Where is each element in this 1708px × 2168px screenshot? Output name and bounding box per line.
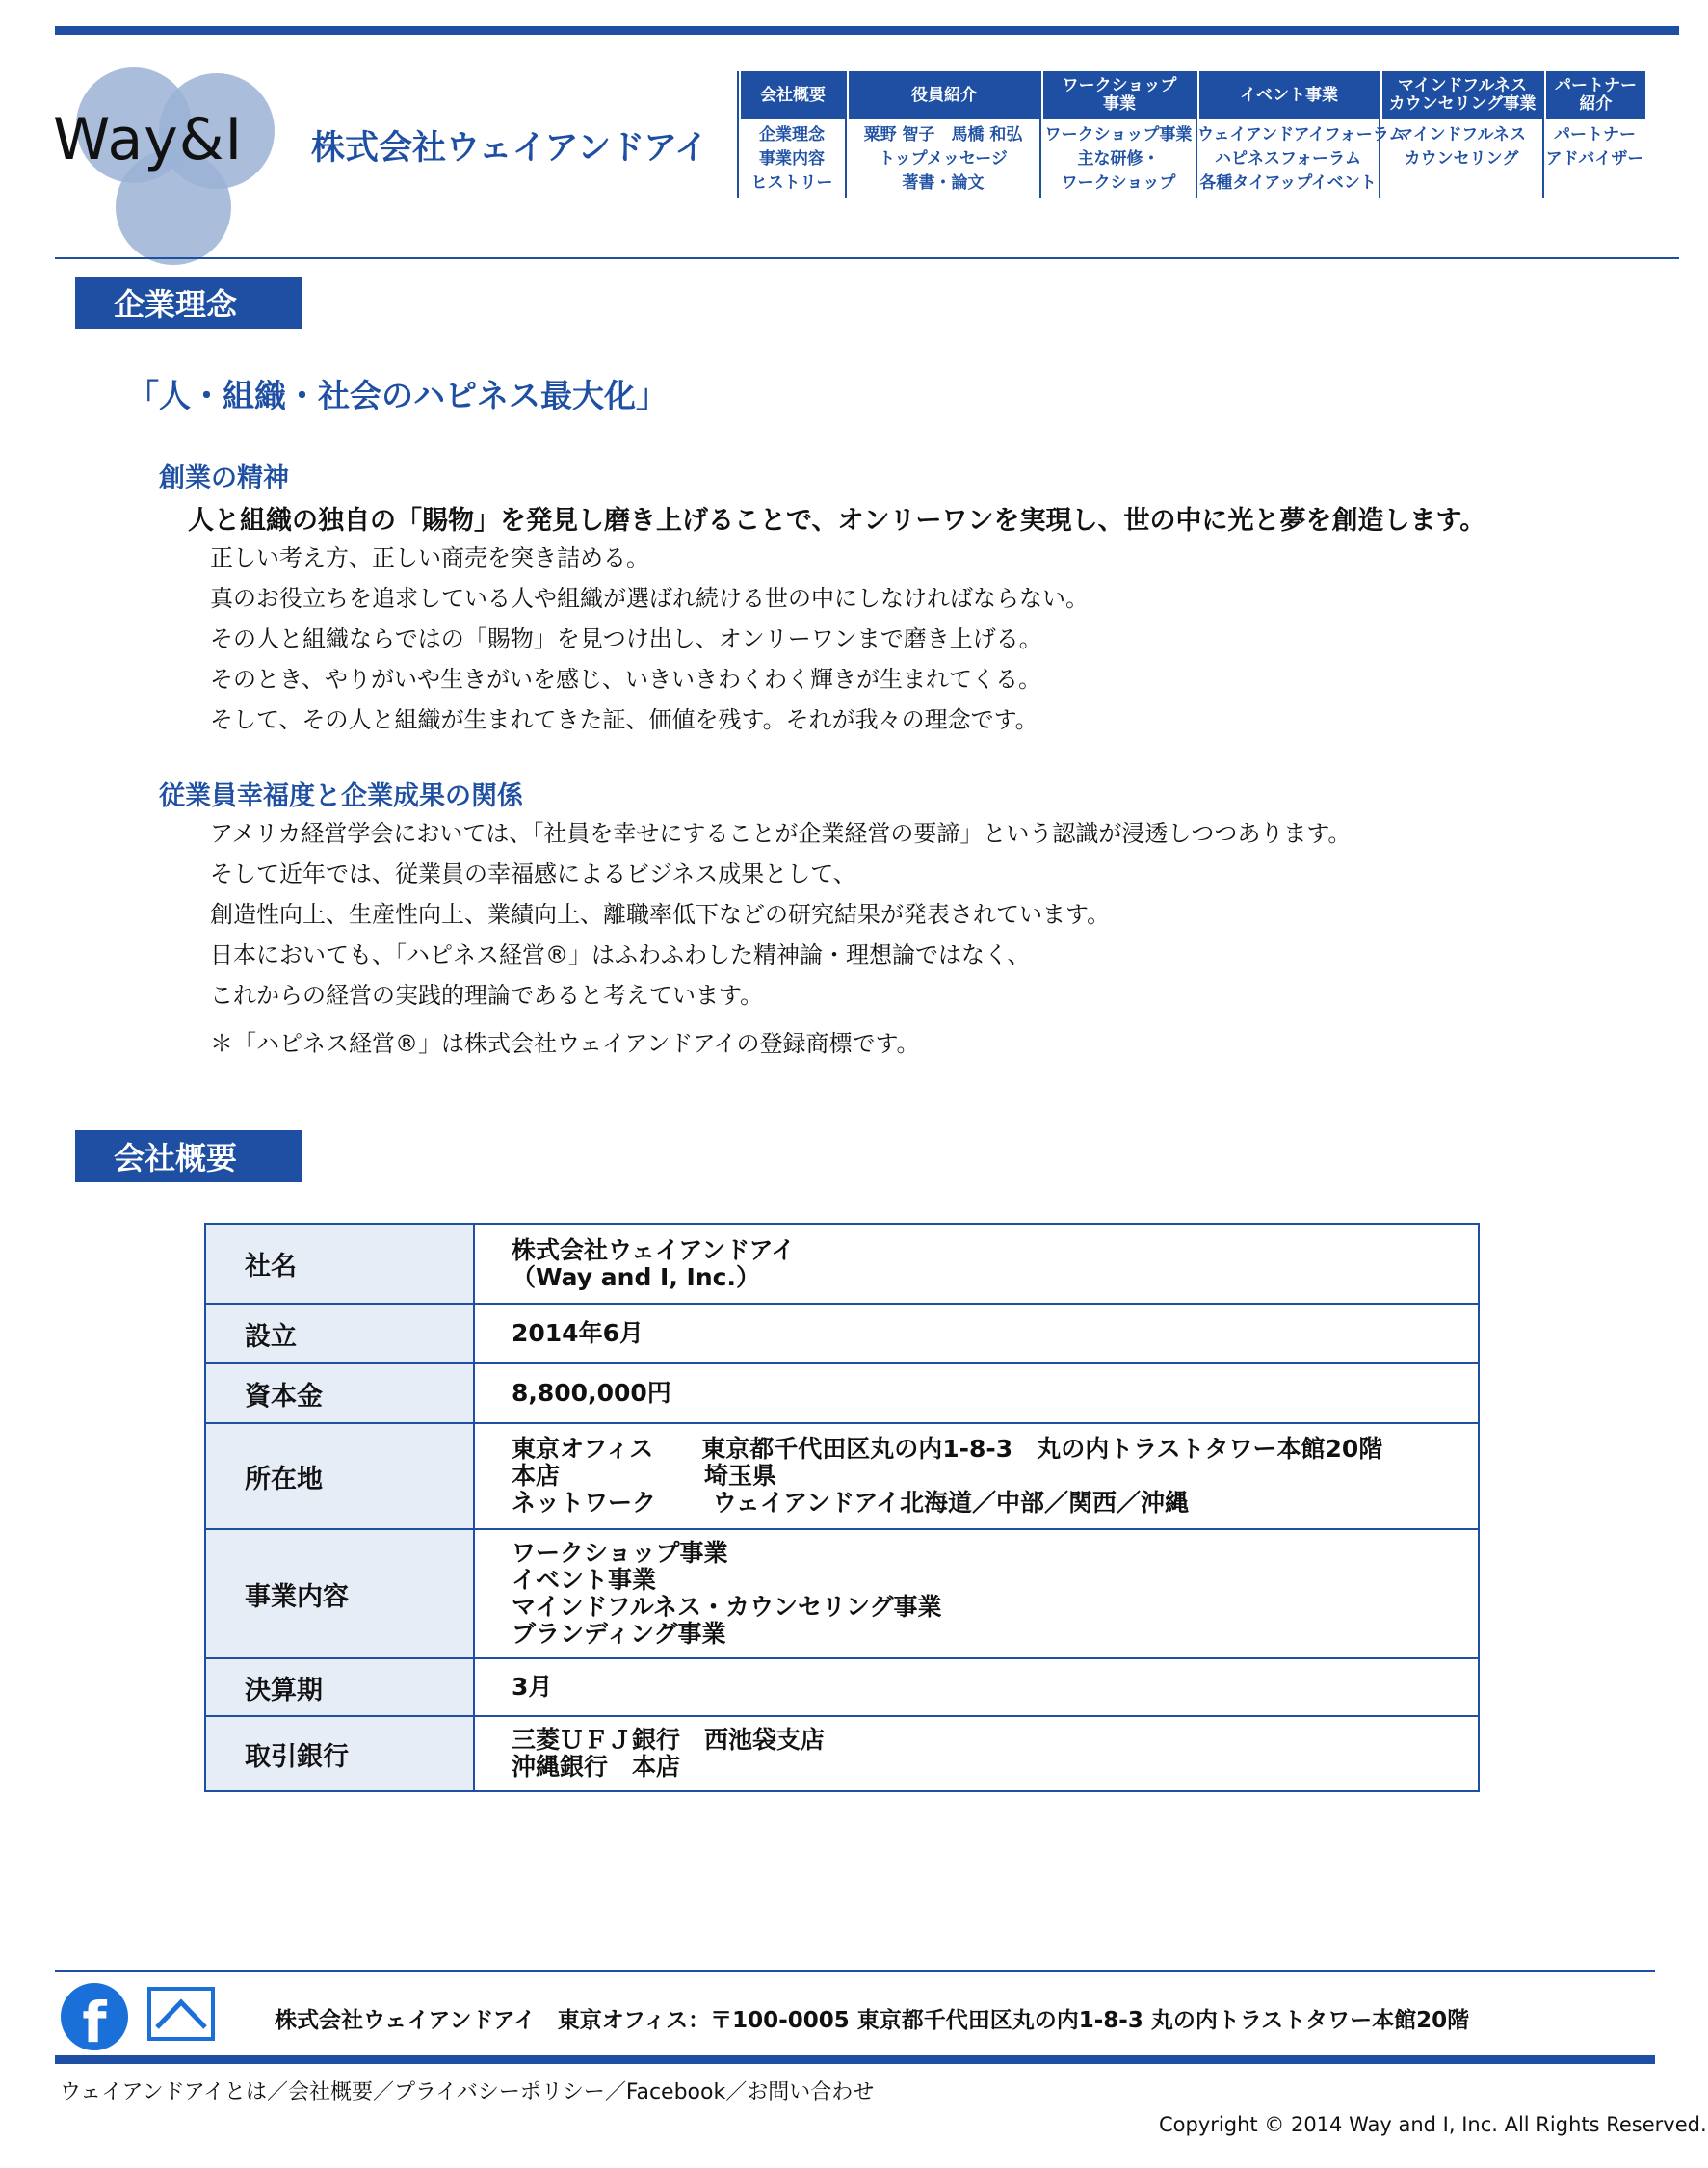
mail-icon[interactable]	[147, 1987, 215, 2041]
nav-link-partners[interactable]: パートナー	[1554, 125, 1636, 145]
relation-line: アメリカ経営学会においては、「社員を幸せにすることが企業経営の要諦」という認識が浸透しつつあります。	[210, 820, 1352, 847]
top-accent-bar	[55, 26, 1679, 35]
relation-line: 日本においても、「ハピネス経営®」はふわふわした精神論・理想論ではなく、	[210, 941, 1031, 968]
table-row	[205, 1304, 1479, 1363]
nav-col-events	[1196, 71, 1406, 198]
nav-heading[interactable]: マインドフルネス カウンセリング事業	[1382, 71, 1542, 119]
spirit-lead: 人と組織の独自の「賜物」を発見し磨き上げることで、オンリーワンを実現し、世の中に光と夢を創造します。	[188, 506, 1486, 536]
footer-links[interactable]: ウェイアンドアイとは／会社概要／プライバシーポリシー／Facebook／お問い合わせ	[60, 2080, 875, 2104]
nav-col-officers	[845, 71, 1039, 198]
row-value: 三菱ＵＦＪ銀行 西池袋支店 沖縄銀行 本店	[474, 1716, 1479, 1791]
row-key: 設立	[205, 1304, 474, 1363]
spirit-line: 真のお役立ちを追求している人や組織が選ばれ続ける世の中にしなければならない。	[210, 585, 1089, 612]
nav-col-workshop	[1039, 71, 1196, 198]
spirit-line: 正しい考え方、正しい商売を突き詰める。	[210, 544, 649, 571]
footer-divider	[55, 1970, 1655, 1972]
relation-paragraph	[210, 813, 1351, 1016]
row-value: 3月	[474, 1658, 1479, 1716]
nav-link-forum[interactable]: ウェイアンドアイフォーラム	[1197, 125, 1406, 145]
trademark-note: ＊「ハピネス経営®」は株式会社ウェイアンドアイの登録商標です。	[210, 1030, 920, 1057]
row-value: 2014年6月	[474, 1304, 1479, 1363]
nav-col-mindfulness	[1379, 71, 1542, 198]
row-key: 決算期	[205, 1658, 474, 1716]
main-nav	[737, 71, 1647, 198]
row-value: 株式会社ウェイアンドアイ （Way and I, Inc.）	[474, 1224, 1479, 1304]
row-key: 取引銀行	[205, 1716, 474, 1791]
relation-line: 創造性向上、生産性向上、業績向上、離職率低下などの研究結果が発表されています。	[210, 901, 1111, 928]
nav-link-business[interactable]: 事業内容	[759, 149, 825, 169]
nav-link-top-message[interactable]: トップメッセージ	[879, 149, 1008, 169]
relation-heading: 従業員幸福度と企業成果の関係	[159, 781, 523, 811]
nav-link-publications[interactable]: 著書・論文	[902, 173, 985, 193]
motto: 「人・組織・社会のハピネス最大化」	[127, 377, 668, 414]
nav-link-counseling[interactable]: カウンセリング	[1404, 149, 1519, 169]
nav-col-partners	[1542, 71, 1645, 198]
logo-text: Way&I	[53, 106, 244, 173]
spirit-line: そのとき、やりがいや生きがいを感じ、いきいきわくわく輝きが生まれてくる。	[210, 666, 1042, 693]
nav-link-workshop-business[interactable]: ワークショップ事業	[1044, 125, 1193, 145]
table-row	[205, 1529, 1479, 1658]
relation-line: これからの経営の実践的理論であると考えています。	[210, 982, 764, 1009]
spirit-paragraph	[210, 538, 1089, 740]
facebook-icon[interactable]: f	[61, 1983, 128, 2050]
row-value: 東京オフィス 東京都千代田区丸の内1-8-3 丸の内トラストタワー本館20階 本店 埼玉県 ネットワーク ウェイアンドアイ北海道／中部／関西／沖縄	[474, 1423, 1479, 1529]
spirit-line: その人と組織ならではの「賜物」を見つけ出し、オンリーワンまで磨き上げる。	[210, 625, 1042, 652]
nav-link-workshops[interactable]: ワークショップ	[1061, 173, 1176, 193]
company-overview-table	[204, 1223, 1480, 1792]
nav-heading[interactable]: ワークショップ 事業	[1043, 71, 1196, 119]
row-key: 資本金	[205, 1363, 474, 1423]
row-key: 社名	[205, 1224, 474, 1304]
section-title-philosophy: 企業理念	[75, 277, 302, 329]
header-divider	[55, 257, 1679, 259]
nav-heading[interactable]: イベント事業	[1199, 71, 1379, 119]
footer-address: 株式会社ウェイアンドアイ 東京オフィス：〒100-0005 東京都千代田区丸の内1-8-3 丸の内トラストタワー本館20階	[275, 2008, 1470, 2033]
nav-link-mindfulness[interactable]: マインドフルネス	[1397, 125, 1526, 145]
nav-link-history[interactable]: ヒストリー	[750, 173, 833, 193]
table-row	[205, 1423, 1479, 1529]
row-key: 所在地	[205, 1423, 474, 1529]
spirit-heading: 創業の精神	[159, 463, 289, 493]
nav-link-happiness-forum[interactable]: ハピネスフォーラム	[1215, 149, 1361, 169]
row-key: 事業内容	[205, 1529, 474, 1658]
row-value: 8,800,000円	[474, 1363, 1479, 1423]
company-name-heading: 株式会社ウェイアンドアイ	[311, 128, 708, 168]
table-row	[205, 1224, 1479, 1304]
nav-link-tieup-events[interactable]: 各種タイアップイベント	[1199, 173, 1377, 193]
row-value: ワークショップ事業 イベント事業 マインドフルネス・カウンセリング事業 ブランディング事業	[474, 1529, 1479, 1658]
table-row	[205, 1716, 1479, 1791]
relation-line: そして近年では、従業員の幸福感によるビジネス成果として、	[210, 860, 856, 887]
copyright: Copyright © 2014 Way and I, Inc. All Rights Reserved.	[1159, 2113, 1707, 2136]
table-row	[205, 1363, 1479, 1423]
nav-heading[interactable]: 会社概要	[741, 71, 845, 119]
logo[interactable]	[53, 67, 255, 260]
nav-col-company	[737, 71, 845, 198]
nav-link-advisors[interactable]: アドバイザー	[1545, 149, 1644, 169]
nav-heading[interactable]: パートナー 紹介	[1546, 71, 1645, 119]
table-row	[205, 1658, 1479, 1716]
nav-heading[interactable]: 役員紹介	[849, 71, 1039, 119]
spirit-line: そして、その人と組織が生まれてきた証、価値を残す。それが我々の理念です。	[210, 706, 1038, 733]
section-title-overview: 会社概要	[75, 1130, 302, 1182]
nav-link-officers[interactable]: 粟野 智子 馬橋 和弘	[863, 125, 1023, 145]
nav-link-philosophy[interactable]: 企業理念	[759, 125, 825, 145]
footer-bar	[55, 2055, 1655, 2064]
nav-link-training[interactable]: 主な研修・	[1077, 149, 1160, 169]
